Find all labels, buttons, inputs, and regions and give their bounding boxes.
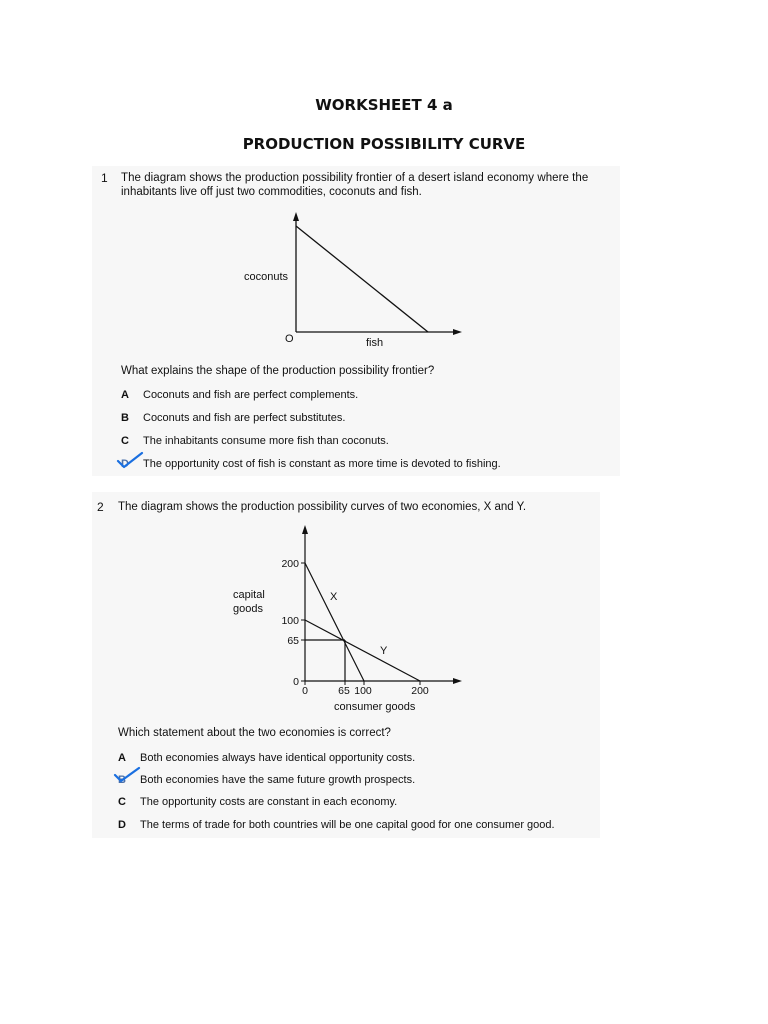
q1-y-axis-label: coconuts: [244, 271, 289, 283]
q2-option-a-text: Both economies always have identical opportunity costs.: [140, 752, 416, 764]
q2-option-d-letter: D: [118, 819, 126, 831]
q1-option-d-letter: D: [121, 458, 129, 470]
q2-ytick-label-100: 100: [281, 615, 299, 627]
q1-option-a-letter: A: [121, 389, 129, 401]
question-2-stem: The diagram shows the production possibility curves of two economies, X and Y.: [118, 501, 527, 513]
q2-option-d[interactable]: [118, 819, 555, 831]
worksheet-subtitle: PRODUCTION POSSIBILITY CURVE: [242, 135, 526, 153]
worksheet-title: WORKSHEET 4 a: [315, 96, 453, 114]
q2-xtick-label-0: 0: [302, 685, 308, 697]
question-1-stem-line-1: The diagram shows the production possibility frontier of a desert island economy where the: [121, 172, 589, 184]
question-1-stem-line-2: inhabitants live off just two commodities, coconuts and fish.: [121, 186, 422, 198]
q2-y-axis-arrow: [302, 525, 308, 534]
q1-option-c-text: The inhabitants consume more fish than coconuts.: [143, 435, 389, 447]
q2-xtick-label-65: 65: [338, 685, 350, 697]
q2-y-axis-label-line-1: capital: [233, 589, 265, 601]
q2-curve-y: [305, 620, 420, 681]
q2-option-b-text: Both economies have the same future growth prospects.: [140, 774, 416, 786]
q2-option-a-letter: A: [118, 752, 126, 764]
q2-option-c[interactable]: [118, 796, 397, 808]
q2-curve-x: [305, 563, 364, 681]
q1-option-b-letter: B: [121, 412, 129, 424]
question-1-number: 1: [101, 171, 108, 185]
q2-x-axis-arrow: [453, 678, 462, 684]
q1-origin-label: O: [285, 333, 294, 345]
q2-option-a[interactable]: [118, 752, 415, 764]
q2-option-c-letter: C: [118, 796, 126, 808]
q2-xtick-label-100: 100: [354, 685, 372, 697]
q1-option-d-text: The opportunity cost of fish is constant as more time is devoted to fishing.: [143, 458, 501, 470]
q2-ytick-label-65: 65: [287, 635, 299, 647]
question-2-prompt: Which statement about the two economies is correct?: [118, 727, 391, 739]
q1-x-axis-label: fish: [366, 337, 384, 349]
q2-option-b-letter: B: [118, 774, 126, 786]
q2-option-b[interactable]: [118, 774, 415, 786]
q2-curve-x-label: X: [330, 591, 338, 603]
q1-option-c-letter: C: [121, 435, 129, 447]
q2-ytick-label-200: 200: [281, 558, 299, 570]
q1-option-a-text: Coconuts and fish are perfect complements.: [143, 389, 359, 401]
q2-option-c-text: The opportunity costs are constant in each economy.: [140, 796, 398, 808]
q2-checkmark-icon: [113, 766, 143, 786]
q2-option-d-text: The terms of trade for both countries will be one capital good for one consumer good.: [140, 819, 555, 831]
q1-option-b-text: Coconuts and fish are perfect substitutes.: [143, 412, 346, 424]
q2-y-axis-label-line-2: goods: [233, 603, 263, 615]
q2-ytick-label-0: 0: [293, 676, 299, 688]
q2-curve-y-label: Y: [380, 645, 388, 657]
question-1-prompt: What explains the shape of the production possibility frontier?: [121, 365, 435, 377]
q2-xtick-label-200: 200: [411, 685, 429, 697]
q2-x-axis-label: consumer goods: [334, 701, 416, 713]
question-2-number: 2: [97, 500, 104, 514]
